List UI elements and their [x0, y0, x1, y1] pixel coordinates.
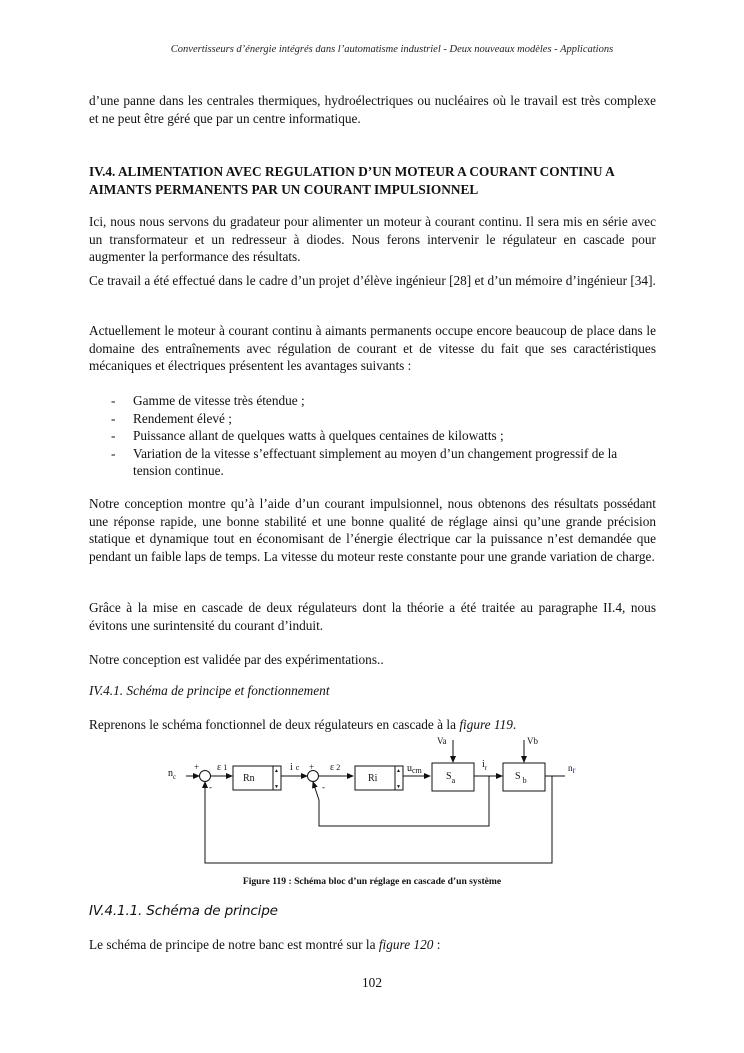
figure-120-intro-end: : — [433, 937, 441, 952]
ic-label: i c — [290, 762, 300, 773]
paragraph-4: Notre conception montre qu’à l’aide d’un courant impulsionnel, nous obtenons des résultats possédant une réponse rapide, une bonne stabilité et une bonne qualité de réglage ainsi qu’une grande précision statique et dynamique tout en économisant de l’énergie électrique car la puissance n’est demandée que pendant un faible laps de temps. La vitesse du moteur reste constante pour une grande variation de charge. — [89, 496, 656, 564]
figure-ref-119: figure 119 — [459, 717, 513, 732]
eps1-label: ε 1 — [217, 762, 228, 773]
subsection-heading-2: IV.4.1.1. Schéma de principe — [89, 903, 278, 919]
ri-scroll-down-icon: ▼ — [396, 785, 401, 790]
plus-sign-1: + — [194, 762, 200, 772]
summing-junction-1 — [200, 771, 211, 782]
figure-intro-text: Reprenons le schéma fonctionnel de deux régulateurs en cascade à la — [89, 717, 460, 732]
section-heading: IV.4. ALIMENTATION AVEC REGULATION D’UN MOTEUR A COURANT CONTINU A AIMANTS PERMANENTS PAR UN COURANT IMPULSIONNEL — [89, 164, 614, 197]
paragraph-5: Grâce à la mise en cascade de deux régulateurs dont la théorie a été traitée au paragraphe II.4, nous évitons une surintensité du courant d’induit. — [89, 600, 656, 633]
running-header-text: Convertisseurs d’énergie intégrés dans l’automatisme industriel - Deux nouveaux modèles - Applications — [170, 44, 614, 55]
paragraph-1: Ici, nous nous servons du gradateur pour alimenter un moteur à courant continu. Il sera mis en série avec un transformateur et un redresseur à diodes. Nous ferons intervenir le régulateur en cascade pour augmenter la performance des résultats. — [89, 214, 656, 265]
intro-paragraph: d’une panne dans les centrales thermiques, hydroélectriques ou nucléaires où le travail est très complexe et ne peut être géré que par un centre informatique. — [89, 93, 656, 126]
list-item-text: Puissance allant de quelques watts à quelques centaines de kilowatts ; — [133, 428, 504, 444]
paragraph-2: Ce travail a été effectué dans le cadre d’un projet d’élève ingénieur [28] et d’un mémoire d’ingénieur [34]. — [89, 273, 656, 288]
list-item-text: Rendement élevé ; — [133, 410, 232, 426]
list-item-text: Gamme de vitesse très étendue ; — [133, 393, 305, 408]
figure-ref-120: figure 120 — [378, 937, 434, 952]
va-label: Va — [437, 736, 447, 746]
nr-label: nr — [568, 763, 576, 775]
bullet-dash: - — [111, 393, 116, 408]
figure-caption: Figure 119 : Schéma bloc d’un réglage en cascade d’un système — [242, 876, 502, 887]
bullet-dash: - — [111, 428, 116, 444]
subsection-heading-1: IV.4.1. Schéma de principe et fonctionnement — [89, 683, 330, 698]
ri-label: Ri — [368, 773, 378, 784]
paragraph-6: Notre conception est validée par des expérimentations.. — [89, 652, 384, 667]
bullet-dash: - — [111, 445, 116, 461]
bullet-dash: - — [111, 410, 116, 426]
minus-sign-1: - — [209, 782, 212, 792]
vb-label: Vb — [527, 736, 538, 746]
eps2-label: ε 2 — [330, 762, 341, 773]
figure-intro-end: . — [512, 717, 517, 732]
plus-sign-2: + — [309, 762, 315, 772]
rn-scroll-up-icon: ▲ — [274, 769, 279, 774]
nc-label: $n_c$ — [168, 768, 177, 781]
paragraph-3: Actuellement le moteur à courant continu à aimants permanents occupe encore beaucoup de place dans le domaine des entraînements avec régulation de courant et de vitesse du fait que ses caractéristiques mécaniques et électriques présentent les avantages suivants : — [89, 323, 656, 374]
page-number: 102 — [362, 975, 382, 990]
ucm-label: $u_{cm}$ — [407, 763, 422, 775]
ri-scroll-up-icon: ▲ — [396, 769, 401, 774]
summing-junction-2 — [308, 771, 319, 782]
sb-label: S $_b$ — [515, 771, 527, 785]
list-item-text: Variation de la vitesse s’effectuant simplement au moyen d’un changement progressif de la tension continue. — [133, 445, 618, 479]
figure-120-intro-text: Le schéma de principe de notre banc est montré sur la — [89, 937, 379, 952]
rn-scroll-down-icon: ▼ — [274, 785, 279, 790]
inner-feedback-arrow — [313, 782, 319, 800]
figure-120-intro — [89, 936, 656, 954]
sa-label: $S_a$ — [446, 771, 456, 785]
minus-sign-2: - — [322, 782, 325, 792]
rn-label: Rn — [243, 773, 255, 784]
ir-label: $i_r$ — [482, 759, 488, 772]
